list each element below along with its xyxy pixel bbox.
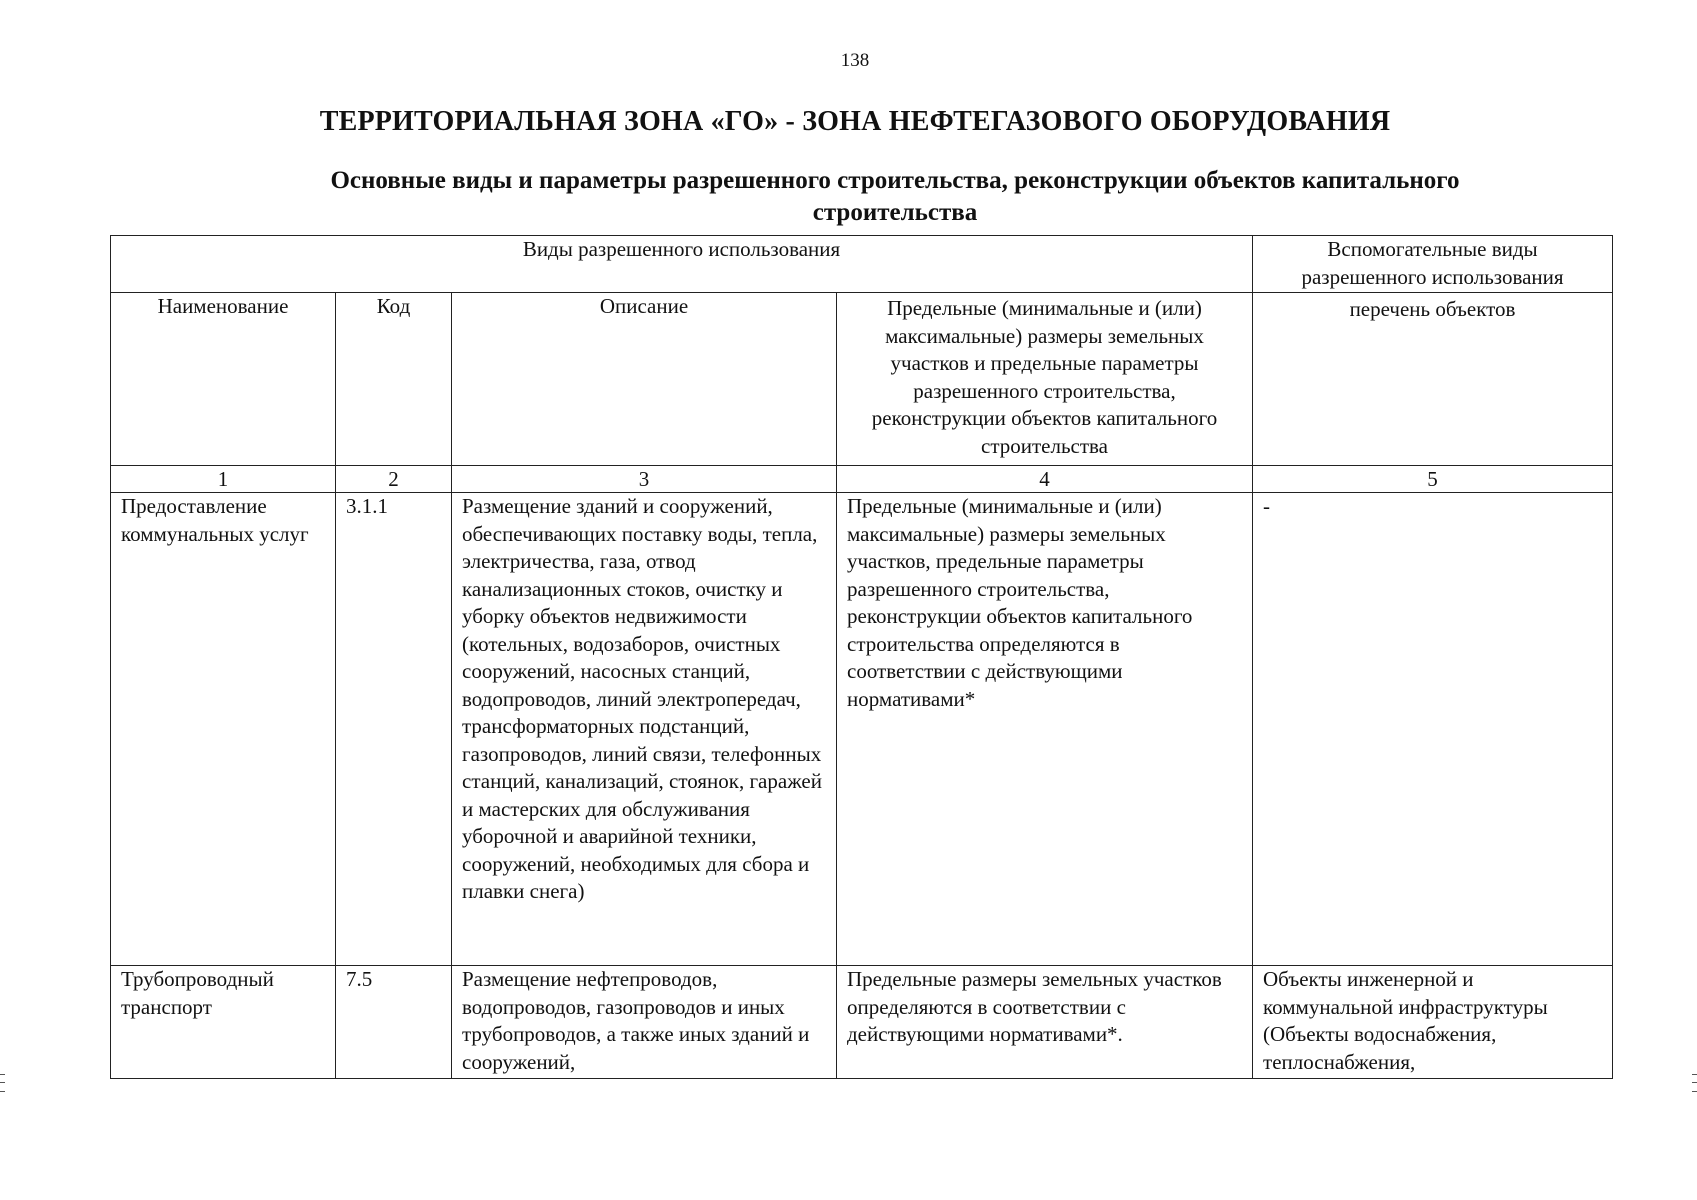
column-number: 3 [452,466,837,493]
header-parameters: Предельные (минимальные и (или) максимальные) размеры земельных участков и предельные параметры разрешенного строительства, реконструкции объектов капитального строительства [837,293,1253,466]
cell-description: Размещение зданий и сооружений, обеспечивающих поставку воды, тепла, электричества, газа, отвод канализационных стоков, очистку и уборку объектов недвижимости (котельных, водозаборов, очистных сооружений, насосных станций, водопроводов, линий электропередач, трансформаторных подстанций, газопроводов, линий связи, телефонных станций, канализаций, стоянок, гаражей и мастерских для обслуживания уборочной и аварийной техники, сооружений, необходимых для сбора и плавки снега) [452,493,837,966]
cell-parameters: Предельные (минимальные и (или) максимальные) размеры земельных участков, предельные параметры разрешенного строительства, реконструкции объектов капитального строительства определяются в соответствии с действующими нормативами* [837,493,1253,966]
page-number: 138 [840,50,870,71]
header-name: Наименование [111,293,336,466]
cell-code: 7.5 [336,966,452,1079]
header-auxiliary-use-types [1253,236,1613,466]
cell-parameters: Предельные размеры земельных участков определяются в соответствии с действующими нормативами*. [837,966,1253,1079]
cell-auxiliary: - [1253,493,1613,966]
cell-name: Трубопроводный транспорт [111,966,336,1079]
header-description: Описание [452,293,837,466]
table-row [111,966,1613,1079]
header-objects-list: перечень объектов [1349,297,1516,321]
zone-title: ТЕРРИТОРИАЛЬНАЯ ЗОНА «ГО» - ЗОНА НЕФТЕГАЗОВОГО ОБОРУДОВАНИЯ [319,106,1391,137]
column-number: 5 [1253,466,1613,493]
column-number: 4 [837,466,1253,493]
column-number: 1 [111,466,336,493]
section-subtitle: Основные виды и параметры разрешенного строительства, реконструкции объектов капитального строительства [330,167,1460,226]
cell-code: 3.1.1 [336,493,452,966]
scan-edge-mark-left [0,1074,5,1092]
column-number-row [111,466,1613,493]
header-code: Код [336,293,452,466]
column-number: 2 [336,466,452,493]
cell-auxiliary: Объекты инженерной и коммунальной инфраструктуры (Объекты водоснабжения, теплоснабжения, [1253,966,1613,1079]
land-use-table [110,235,1613,1079]
group-header-row [111,236,1613,293]
cell-description: Размещение нефтепроводов, водопроводов, газопроводов и иных трубопроводов, а также иных зданий и сооружений, [452,966,837,1079]
scan-edge-mark-right [1692,1074,1697,1092]
header-main-use-types: Виды разрешенного использования [111,236,1253,293]
table-row [111,493,1613,966]
header-auxiliary-label: Вспомогательные виды разрешенного использования [1253,236,1612,293]
cell-name: Предоставление коммунальных услуг [111,493,336,966]
